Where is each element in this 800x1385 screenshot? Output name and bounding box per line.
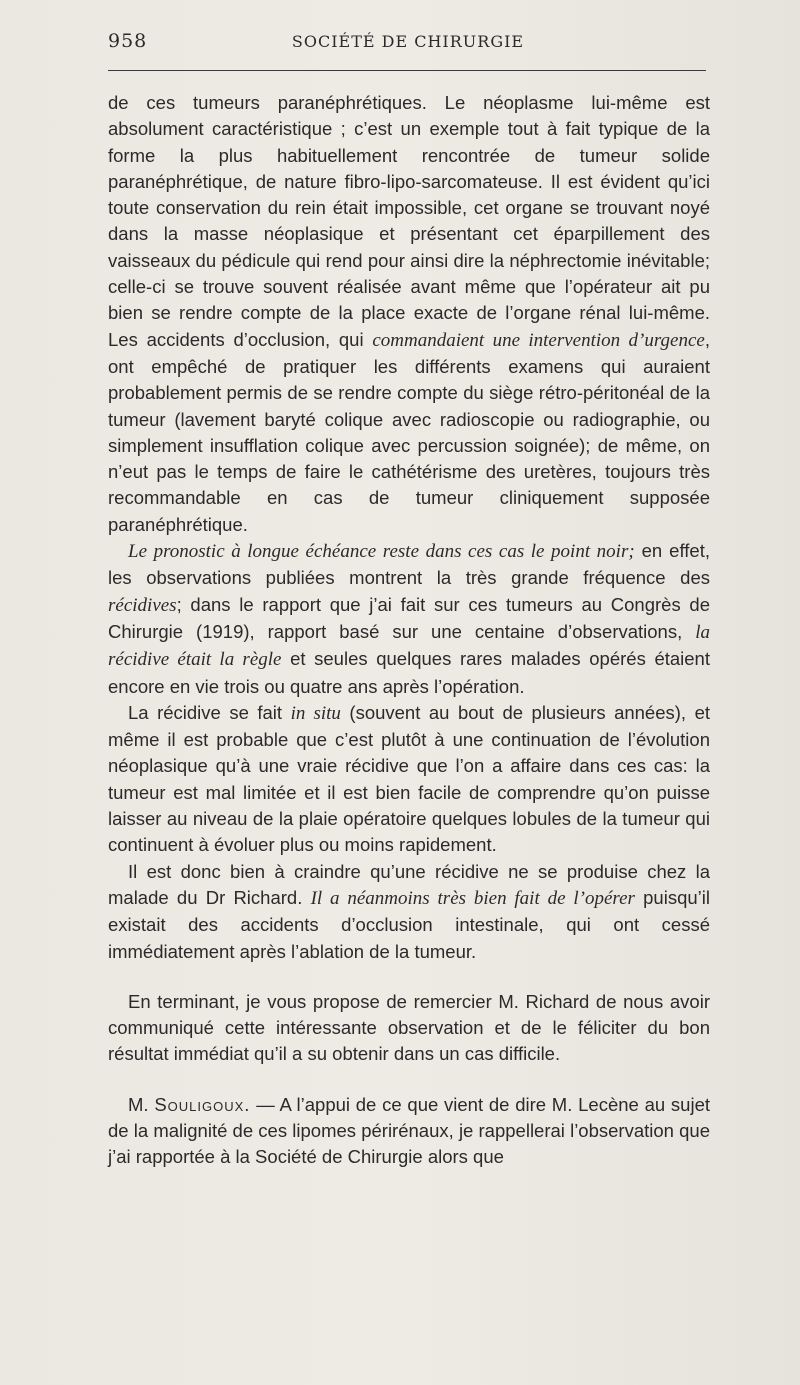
- paragraph-4-text-a: Il est donc bien à craindre qu’une récidive ne se produise chez la malade du Dr Richard.: [108, 860, 710, 908]
- paragraph-5: En terminant, je vous propose de remercier M. Richard de nous avoir communiqué cette intéressante observation et de le féliciter du bon résultat immédiat qu’il a su obtenir dans un cas difficile.: [108, 990, 710, 1065]
- paragraph-2-italic-1: Le pronostic à longue échéance reste dans ces cas le point noir;: [128, 541, 635, 563]
- paragraph-2: [108, 538, 710, 700]
- paragraph-4-text-b: puisqu’il existait des accidents d’occlusion intestinale, qui ont cessé immédiatement après l’ablation de la tumeur.: [108, 886, 710, 962]
- paragraph-2-text-a: en effet, les observations publiées montrent la très grande fréquence des: [108, 540, 710, 589]
- paragraph-3-italic: in situ: [290, 702, 341, 724]
- paragraph-1-text-b: , ont empêché de pratiquer les différents examens qui auraient probablement permis de se rendre compte du siège rétro-péritonéal de la tumeur (lavement baryté colique avec radioscopie ou radiographie, ou simplement insufflation colique avec percussion soignée); de même, on n’eut pas le temps de faire le cathétérisme des uretères, toujours très recommandable en cas de tumeur cliniquement supposée paranéphrétique.: [108, 328, 710, 535]
- page-header: [108, 30, 708, 56]
- paragraph-4: [108, 859, 710, 965]
- paragraph-4-italic: Il a néanmoins très bien fait de l’opérer: [310, 887, 635, 909]
- paragraph-2-italic-2: récidives: [108, 594, 177, 616]
- body-text: [108, 90, 710, 1171]
- paragraph-2-text-c: et seules quelques rares malades opérés étaient encore en vie trois ou quatre ans après l’opération.: [108, 648, 710, 697]
- paragraph-1-italic: commandaient une intervention d’urgence: [372, 329, 705, 351]
- page-number: 958: [108, 30, 148, 52]
- paragraph-1: [108, 90, 710, 538]
- header-rule: [108, 70, 706, 71]
- paragraph-3-text-a: La récidive se fait: [128, 701, 291, 723]
- running-head: SOCIÉTÉ DE CHIRURGIE: [291, 32, 525, 51]
- paragraph-3-text-b: (souvent au bout de plusieurs années), et même il est probable que c’est plutôt à une continuation de l’évolution néoplasique qu’à une vraie récidive que l’on a affaire dans ces cas: la tumeur est mal limitée et il est bien facile de comprendre qu’on puisse laisser au niveau de la plaie opératoire quelques lobules de la tumeur qui continuent à évoluer plus ou moins rapidement.: [108, 701, 710, 856]
- paragraph-2-text-b: ; dans le rapport que j’ai fait sur ces tumeurs au Congrès de Chirurgie (1919), rapport basé sur une centaine d’observations,: [108, 593, 710, 642]
- speaker-title: M.: [128, 1093, 149, 1115]
- speaker-name: Souligoux.: [154, 1093, 251, 1115]
- paragraph-6-text: — A l’appui de ce que vient de dire M. Lecène au sujet de la malignité de ces lipomes périrénaux, je rappellerai l’observation que j’ai rapportée à la Société de Chirurgie alors que: [108, 1093, 710, 1168]
- paragraph-3: [108, 700, 710, 859]
- paragraph-6: [108, 1092, 710, 1171]
- paragraph-2-italic-3: la récidive était la règle: [108, 621, 710, 671]
- paragraph-1-text-a: de ces tumeurs paranéphrétiques. Le néoplasme lui-même est absolument caractéristique ; c’est un exemple tout à fait typique de la forme la plus habituellement rencontrée de tumeur solide paranéphrétique, de nature fibro-lipo-sarcomateuse. Il est évident qu’ici toute conservation du rein était impossible, cet organe se trouvant noyé dans la masse néoplasique et présentant cet éparpillement des vaisseaux du pédicule qui rend pour ainsi dire la néphrectomie inévitable; celle-ci se trouve souvent réalisée avant même que l’opérateur ait pu bien se rendre compte de la place exacte de l’organe rénal lui-même. Les accidents d’occlusion, qui: [108, 92, 710, 350]
